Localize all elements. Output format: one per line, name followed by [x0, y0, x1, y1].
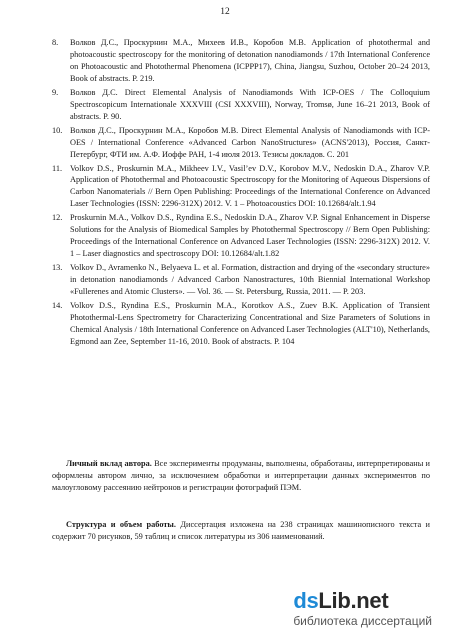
reference-text: Volkov D., Avramenko N., Belyaeva L. et al. Formation, distraction and drying of the «secondary structure» in detonation nanodiamonds / Advanced Carbon Nanostractures, 10th Biennial International Workshop «Fullerenes and Atomic Clusters». — Vol. 36. — St. Petersburg, Russia, 2011. — P. 203. [70, 263, 430, 297]
contribution-paragraph [52, 458, 430, 494]
reference-item [52, 300, 430, 348]
reference-text: Volkov D.S., Ryndina E.S., Proskurnin M.A., Korotkov A.S., Zuev B.K. Application of Transient Photothermal-Lens Spectrometry for Characterizing Concentrational and Size Parameters of Solutions in Chemical Analysis / 18th International Conference on Advanced Laser Technologies (ALT'10), Netherlands, Egmond aan Zee, September 11-16, 2010. Book of abstracts. P. 104 [70, 301, 430, 346]
reference-item [52, 125, 430, 161]
reference-list [52, 37, 430, 350]
reference-text: Волков Д.С., Проскурнин М.А., Коробов М.В. Direct Elemental Analysis of Nanodiamonds with ICP-OES / International Conference «Advanced Carbon NanoStructures» (ACNS'2013), Россия, Санкт-Петербург, ФТИ им. А.Ф. Иоффе РАН, 1-4 июля 2013. Тезисы докладов. С. 201 [70, 125, 430, 159]
reference-item [52, 163, 430, 211]
contribution-text: Все эксперименты продуманы, выполнены, обработаны, интерпретированы и оформлены автором лично, за исключением обработки и интерпретации данных экспериментов по малоугловому рассеянию нейтронов и регистрации фотографий ПЭМ. [52, 459, 430, 493]
watermark-subtitle: библиотека диссертаций [293, 614, 432, 628]
page-number: 12 [220, 7, 230, 17]
structure-text: Диссертация изложена на 238 страницах машинописного текста и содержит 70 рисунков, 59 таблиц и список литературы из 306 наименований. [52, 520, 430, 542]
structure-paragraph [52, 519, 430, 543]
reference-number: 8. [52, 38, 59, 47]
reference-item [52, 87, 430, 123]
reference-text: Волков Д.С. Direct Elemental Analysis of Nanodiamonds With ICP-OES / The Colloquium Spectroscopicum Internationale XXXVIII (CSI XXXVIII), Norway, Tromsø, June 16–21 2013, Book of abstracts. P. 90. [70, 87, 430, 121]
reference-text: Volkov D.S., Proskurnin M.A., Mikheev I.V., Vasil’ev D.V., Korobov M.V., Nedoskin D.A., Zharov V.P. Application of Photothermal and Photoacoustic Spectroscopy for the Monitoring of Aqueous Dispersions of Carbon Nanomaterials // Bern Open Publishing: Proceedings of the International Conference on Advanced Laser Technologies (ISSN: 2296-312X) 2012. V. 1 – Photoacoustics DOI: 10.12684/alt.1.94 [70, 163, 430, 209]
reference-number: 12. [52, 213, 63, 223]
reference-item [52, 212, 430, 260]
structure-label: Структура и объем работы. [66, 520, 176, 530]
reference-item [52, 262, 430, 298]
reference-text: Волков Д.С., Проскурнин М.А., Михеев И.В., Коробов М.В. Application of photothermal and photoacoustic spectroscopy for the monitoring of detonation nanodiamonds / 17th International Conference on Photoacoustic and Photothermal Phenomena (ICPPP17), China, Jiangsu, Suzhou, October 20–24 2013, Book of abstracts. P. 219. [70, 38, 430, 83]
logo-net: .net [350, 588, 389, 613]
dslib-watermark [293, 589, 432, 628]
contribution-label: Личный вклад автора. [66, 459, 152, 469]
reference-item [52, 37, 430, 85]
logo-lib: Lib [318, 588, 351, 613]
reference-text: Proskurnin M.A., Volkov D.S., Ryndina E.S., Nedoskin D.A., Zharov V.P. Signal Enhancement in Disperse Solutions for the Analysis of Biomedical Samples by Photothermal Spectroscopy // Bern Open Publishing: Proceedings of the International Conference on Advanced Laser Technologies (ISSN: 2296-312X) 2012. V. 1 – Laser diagnostics and spectroscopy DOI: 10.12684/alt.1.82 [70, 213, 430, 259]
reference-number: 9. [52, 87, 59, 97]
reference-number: 14. [52, 301, 63, 311]
reference-number: 10. [52, 125, 63, 135]
dslib-logo [293, 589, 432, 613]
reference-number: 13. [52, 263, 63, 273]
logo-ds: ds [293, 588, 319, 613]
reference-number: 11. [52, 163, 63, 173]
